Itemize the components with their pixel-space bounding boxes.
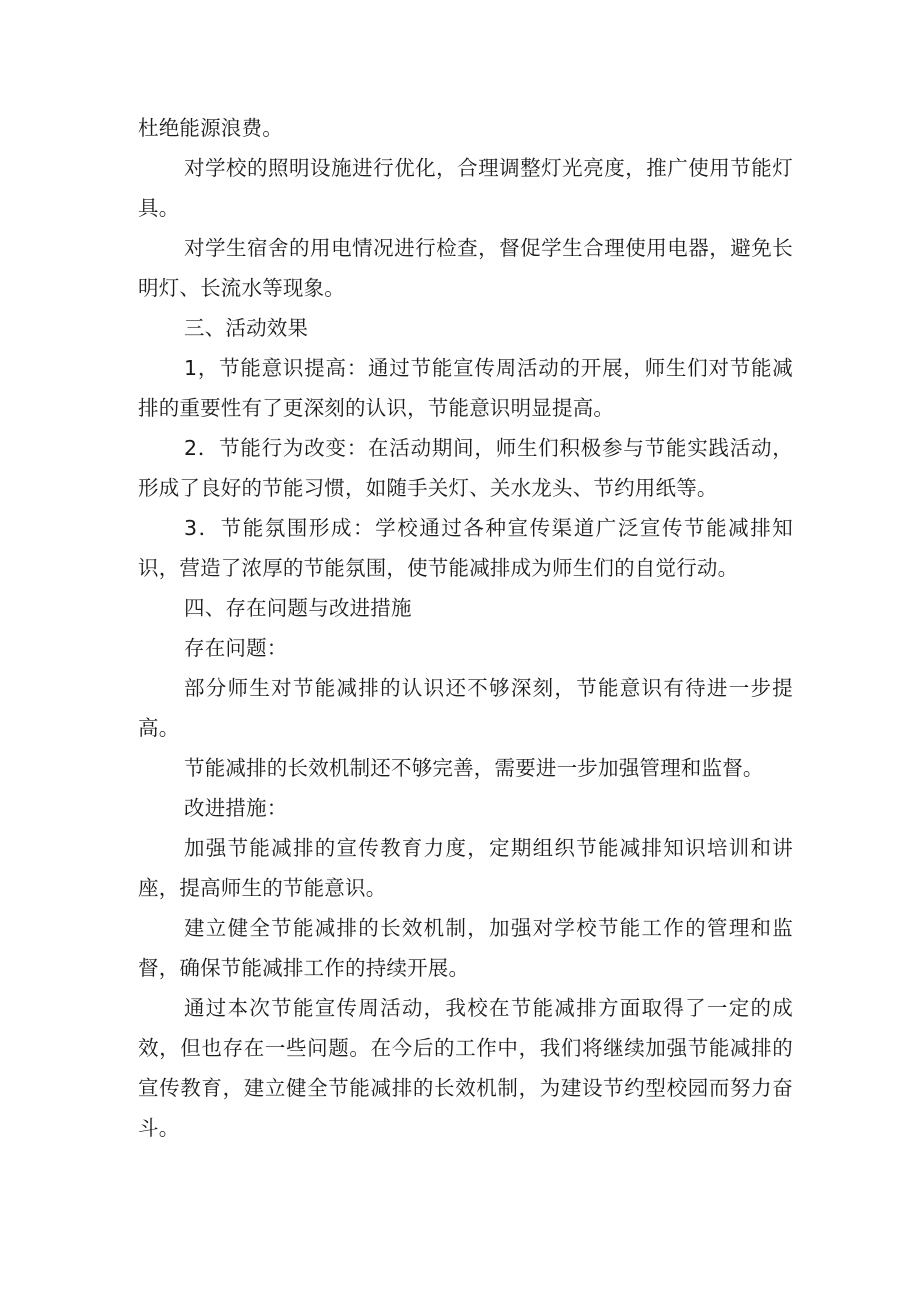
measure-item-1: 加强节能减排的宣传教育力度，定期组织节能减排知识培训和讲座，提高师生的节能意识。 — [138, 836, 793, 900]
section-heading-problems: 四、存在问题与改进措施 — [184, 596, 412, 620]
effect-item-3: 3．节能氛围形成：学校通过各种宣传渠道广泛宣传节能减排知识，营造了浓厚的节能氛围，使节能减排成为师生们的自觉行动。 — [138, 516, 793, 580]
paragraph-dormitory: 对学生宿舍的用电情况进行检查，督促学生合理使用电器，避免长明灯、长流水等现象。 — [138, 236, 793, 300]
effect-item-2: 2．节能行为改变：在活动期间，师生们积极参与节能实践活动，形成了良好的节能习惯，如随手关灯、关水龙头、节约用纸等。 — [138, 436, 793, 500]
effect-item-1: 1，节能意识提高：通过节能宣传周活动的开展，师生们对节能减排的重要性有了更深刻的认识，节能意识明显提高。 — [138, 356, 793, 420]
document-body — [138, 108, 793, 1148]
problem-item-2: 节能减排的长效机制还不够完善，需要进一步加强管理和监督。 — [184, 756, 764, 780]
subheading-problems: 存在问题： — [184, 636, 288, 660]
paragraph-conclusion: 通过本次节能宣传周活动，我校在节能减排方面取得了一定的成效，但也存在一些问题。在今后的工作中，我们将继续加强节能减排的宣传教育，建立健全节能减排的长效机制，为建设节约型校园而努力奋斗。 — [138, 996, 793, 1140]
paragraph-lighting: 对学校的照明设施进行优化，合理调整灯光亮度，推广使用节能灯具。 — [138, 156, 793, 220]
measure-item-2: 建立健全节能减排的长效机制，加强对学校节能工作的管理和监督，确保节能减排工作的持续开展。 — [138, 916, 793, 980]
paragraph-continuation: 杜绝能源浪费。 — [138, 116, 283, 140]
subheading-measures: 改进措施： — [184, 796, 288, 820]
section-heading-effects: 三、活动效果 — [184, 316, 309, 340]
problem-item-1: 部分师生对节能减排的认识还不够深刻，节能意识有待进一步提高。 — [138, 676, 793, 740]
